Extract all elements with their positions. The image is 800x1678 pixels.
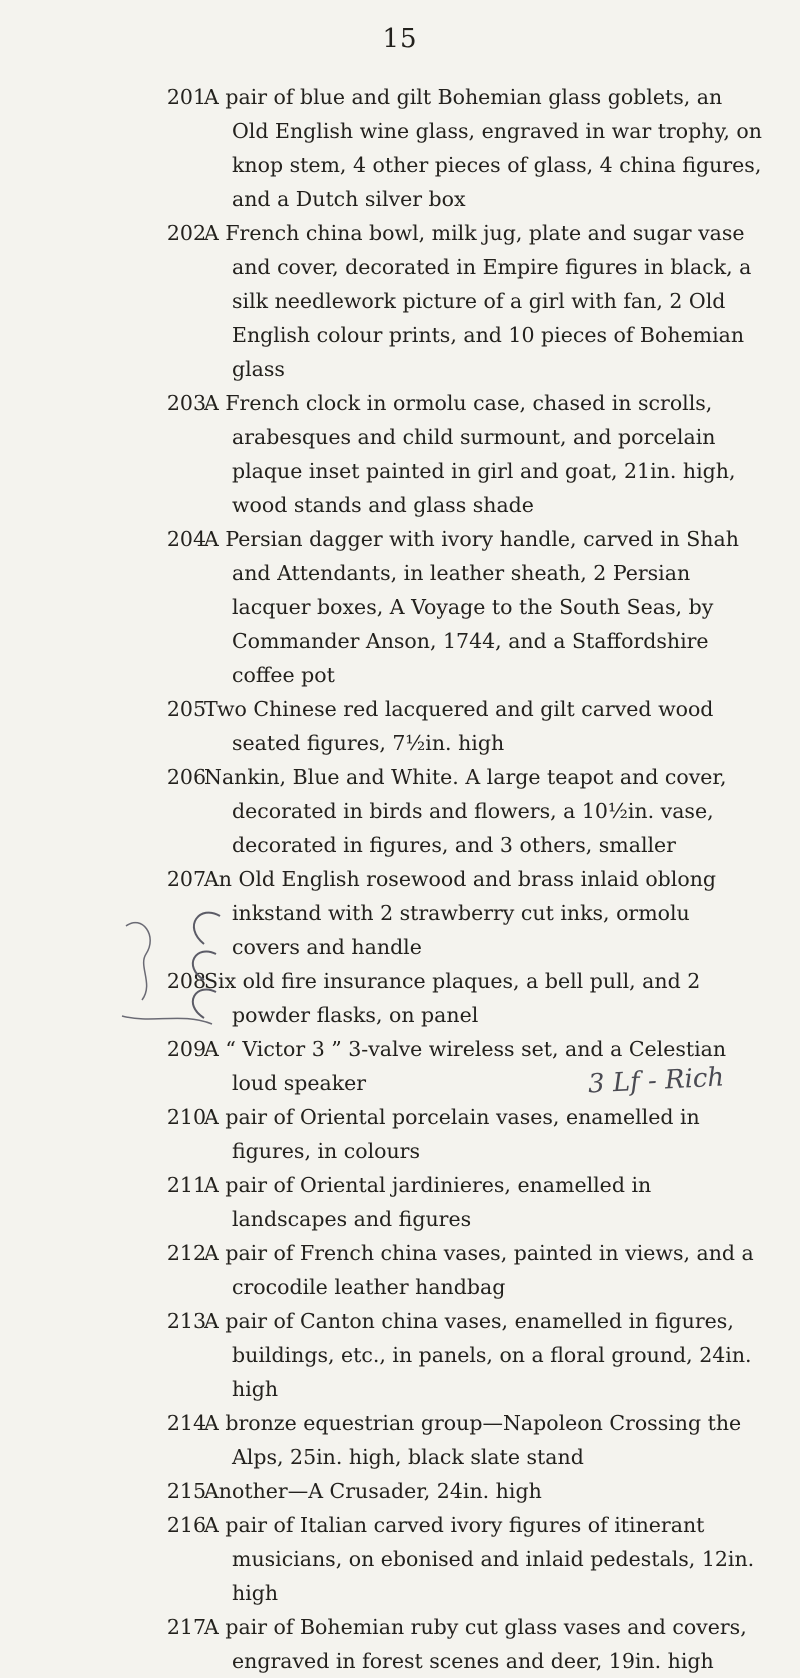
lot-description: A pair of blue and gilt Bohemian glass goblets, an Old English wine glass, engraved in war trophy, on knop stem, 4 other pieces of glass, 4 china figures, and a Dutch silver box [204, 85, 762, 211]
lot-number: 211 [166, 1173, 206, 1197]
lot-description: A Persian dagger with ivory handle, carved in Shah and Attendants, in leather sheath, 2 Persian lacquer boxes, A Voyage to the South Seas, by Commander Anson, 1744, and a Staffordshire coffee pot [204, 527, 739, 687]
lot-number: 214 [166, 1411, 206, 1435]
lot-number: 215 [166, 1479, 206, 1503]
lot-205 [0, 692, 800, 760]
lot-number: 201 [166, 85, 206, 109]
lot-list [0, 80, 800, 1678]
lot-215 [0, 1474, 800, 1508]
lot-210 [0, 1100, 800, 1168]
lot-number: 206 [166, 765, 206, 789]
lot-description: Six old fire insurance plaques, a bell pull, and 2 powder flasks, on panel [204, 969, 701, 1027]
lot-description: Nankin, Blue and White. A large teapot and cover, decorated in birds and flowers, a 10½in. vase, decorated in figures, and 3 others, smaller [204, 765, 727, 857]
lot-number: 213 [166, 1309, 206, 1333]
handwritten-note: 3 Lf - Rich [587, 1062, 725, 1100]
lot-number: 205 [166, 697, 206, 721]
lot-number: 212 [166, 1241, 206, 1265]
lot-number: 208 [166, 969, 206, 993]
lot-description: An Old English rosewood and brass inlaid oblong inkstand with 2 strawberry cut inks, ormolu covers and handle [204, 867, 717, 959]
lot-description: A pair of Oriental porcelain vases, enamelled in figures, in colours [204, 1105, 700, 1163]
lot-number: 209 [166, 1037, 206, 1061]
lot-number: 204 [166, 527, 206, 551]
lot-204 [0, 522, 800, 692]
lot-description: Another—A Crusader, 24in. high [204, 1479, 542, 1503]
lot-number: 203 [166, 391, 206, 415]
lot-217 [0, 1610, 800, 1678]
lot-207 [0, 862, 800, 964]
lot-212 [0, 1236, 800, 1304]
lot-214 [0, 1406, 800, 1474]
lot-description: A French clock in ormolu case, chased in scrolls, arabesques and child surmount, and porcelain plaque inset painted in girl and goat, 21in. high, wood stands and glass shade [204, 391, 736, 517]
lot-description: Two Chinese red lacquered and gilt carved wood seated figures, 7½in. high [204, 697, 714, 755]
lot-208 [0, 964, 800, 1032]
lot-description: A bronze equestrian group—Napoleon Crossing the Alps, 25in. high, black slate stand [204, 1411, 742, 1469]
lot-description: A pair of French china vases, painted in views, and a crocodile leather handbag [204, 1241, 754, 1299]
lot-number: 216 [166, 1513, 206, 1537]
lot-description: A pair of Canton china vases, enamelled in figures, buildings, etc., in panels, on a floral ground, 24in. high [204, 1309, 752, 1401]
page-number: 15 [382, 24, 418, 54]
lot-206 [0, 760, 800, 862]
lot-number: 202 [166, 221, 206, 245]
lot-216 [0, 1508, 800, 1610]
lot-211 [0, 1168, 800, 1236]
lot-number: 207 [166, 867, 206, 891]
lot-202 [0, 216, 800, 386]
lot-description: A French china bowl, milk jug, plate and sugar vase and cover, decorated in Empire figures in black, a silk needlework picture of a girl with fan, 2 Old English colour prints, and 10 pieces of Bohemian glass [204, 221, 752, 381]
lot-description: A pair of Bohemian ruby cut glass vases and covers, engraved in forest scenes and deer, 19in. high [204, 1615, 747, 1673]
lot-description: A “ Victor 3 ” 3-valve wireless set, and a Celestian loud speaker [204, 1037, 727, 1095]
lot-description: A pair of Oriental jardinieres, enamelled in landscapes and figures [204, 1173, 652, 1231]
lot-number: 210 [166, 1105, 206, 1129]
lot-number: 217 [166, 1615, 206, 1639]
lot-description: A pair of Italian carved ivory figures of itinerant musicians, on ebonised and inlaid pedestals, 12in. high [204, 1513, 755, 1605]
lot-213 [0, 1304, 800, 1406]
lot-203 [0, 386, 800, 522]
lot-201 [0, 80, 800, 216]
